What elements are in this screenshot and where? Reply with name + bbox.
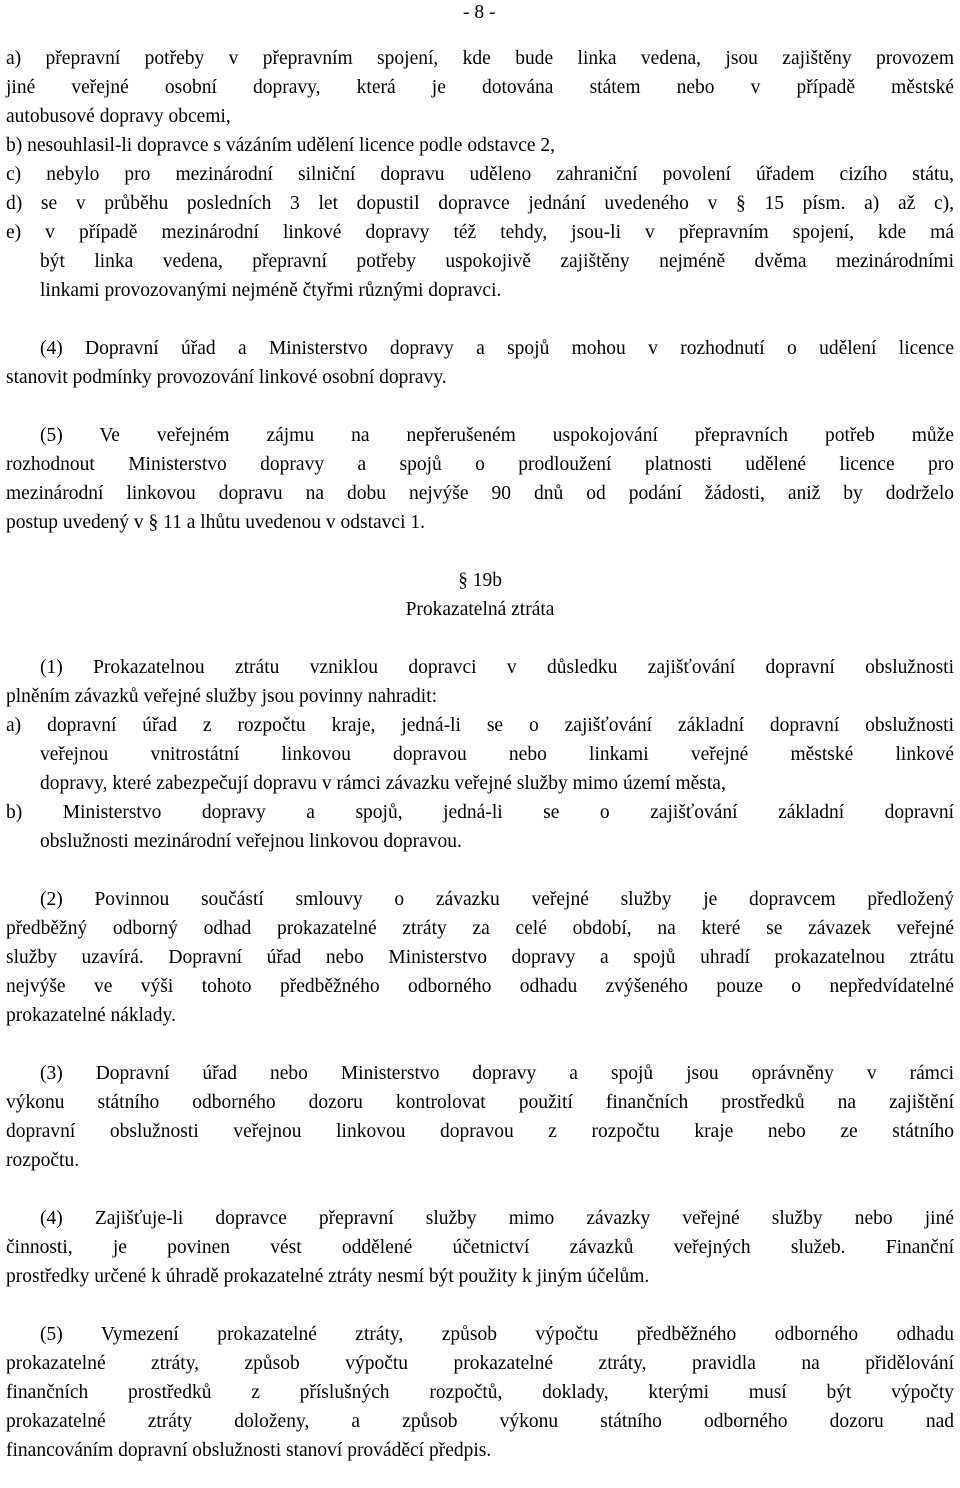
text-line: postup uvedený v § 11 a lhůtu uvedenou v odstavci 1.: [6, 512, 426, 533]
section-number: § 19b: [458, 570, 502, 591]
text-line: c) nebylo pro mezinárodní silniční dopravu uděleno zahraniční povolení úřadem cizího státu,: [6, 164, 954, 185]
text-line: stanovit podmínky provozování linkové osobní dopravy.: [6, 367, 447, 388]
text-line: b) nesouhlasil-li dopravce s vázáním udělení licence podle odstavce 2,: [6, 135, 556, 156]
text-line: e) v případě mezinárodní linkové dopravy též tehdy, jsou-li v přepravním spojení, kde má: [6, 222, 954, 243]
text-line: rozhodnout Ministerstvo dopravy a spojů o prodloužení platnosti udělené licence pro: [6, 454, 954, 475]
text-line: rozpočtu.: [6, 1150, 80, 1171]
text-line: (5) Vymezení prokazatelné ztráty, způsob výpočtu předběžného odborného odhadu: [40, 1324, 954, 1345]
text-line: veřejnou vnitrostátní linkovou dopravou nebo linkami veřejné městské linkové: [40, 744, 954, 765]
text-line: prokazatelné ztráty doloženy, a způsob výkonu státního odborného dozoru nad: [6, 1411, 954, 1432]
document-page: [6, 0, 954, 1488]
text-line: (1) Prokazatelnou ztrátu vzniklou dopravci v důsledku zajišťování dopravní obslužnosti: [40, 657, 954, 678]
text-line: dopravy, které zabezpečují dopravu v rámci závazku veřejné služby mimo území města,: [40, 773, 726, 794]
text-line: činnosti, je povinen vést oddělené účetnictví závazků veřejných služeb. Finanční: [6, 1237, 954, 1258]
text-line: prostředky určené k úhradě prokazatelné ztráty nesmí být použity k jiným účelům.: [6, 1266, 650, 1287]
text-line: financováním dopravní obslužnosti stanoví prováděcí předpis.: [6, 1440, 492, 1461]
text-line: jiné veřejné osobní dopravy, která je dotována státem nebo v případě městské: [6, 77, 954, 98]
text-line: (4) Dopravní úřad a Ministerstvo dopravy a spojů mohou v rozhodnutí o udělení licence: [40, 338, 954, 359]
text-line: a) přepravní potřeby v přepravním spojení, kde bude linka vedena, jsou zajištěny provozem: [6, 48, 954, 69]
text-line: (5) Ve veřejném zájmu na nepřerušeném uspokojování přepravních potřeb může: [40, 425, 954, 446]
text-line: finančních prostředků z příslušných rozpočtů, doklady, kterými musí být výpočty: [6, 1382, 954, 1403]
text-line: plněním závazků veřejné služby jsou povinny nahradit:: [6, 686, 438, 707]
text-line: a) dopravní úřad z rozpočtu kraje, jedná-li se o zajišťování základní dopravní obslužnosti: [6, 715, 954, 736]
text-line: prokazatelné ztráty, způsob výpočtu prokazatelné ztráty, pravidla na přidělování: [6, 1353, 954, 1374]
text-line: být linka vedena, přepravní potřeby uspokojivě zajištěny nejméně dvěma mezinárodními: [40, 251, 954, 272]
text-line: dopravní obslužnosti veřejnou linkovou dopravou z rozpočtu kraje nebo ze státního: [6, 1121, 954, 1142]
text-line: linkami provozovanými nejméně čtyřmi různými dopravci.: [40, 280, 502, 301]
text-line: (3) Dopravní úřad nebo Ministerstvo dopravy a spojů jsou oprávněny v rámci: [40, 1063, 954, 1084]
text-line: služby uzavírá. Dopravní úřad nebo Ministerstvo dopravy a spojů uhradí prokazatelnou ztrátu: [6, 947, 954, 968]
text-line: obslužnosti mezinárodní veřejnou linkovou dopravou.: [40, 831, 462, 852]
text-line: mezinárodní linkovou dopravu na dobu nejvýše 90 dnů od podání žádosti, aniž by dodrželo: [6, 483, 954, 504]
text-line: (4) Zajišťuje-li dopravce přepravní služby mimo závazky veřejné služby nebo jiné: [40, 1208, 954, 1229]
text-line: prokazatelné náklady.: [6, 1005, 176, 1026]
text-line: autobusové dopravy obcemi,: [6, 106, 231, 127]
text-line: nejvýše ve výši tohoto předběžného odborného odhadu zvýšeného pouze o nepředvídatelné: [6, 976, 954, 997]
text-line: d) se v průběhu posledních 3 let dopustil dopravce jednání uvedeného v § 15 písm. a) až c),: [6, 193, 954, 214]
text-line: předběžný odborný odhad prokazatelné ztráty za celé období, na které se závazek veřejné: [6, 918, 954, 939]
page-number: - 8 -: [463, 2, 496, 23]
text-line: výkonu státního odborného dozoru kontrolovat použití finančních prostředků na zajištění: [6, 1092, 954, 1113]
text-line: b) Ministerstvo dopravy a spojů, jedná-li se o zajišťování základní dopravní: [6, 802, 954, 823]
text-line: (2) Povinnou součástí smlouvy o závazku veřejné služby je dopravcem předložený: [40, 889, 954, 910]
section-title: Prokazatelná ztráta: [405, 599, 555, 620]
